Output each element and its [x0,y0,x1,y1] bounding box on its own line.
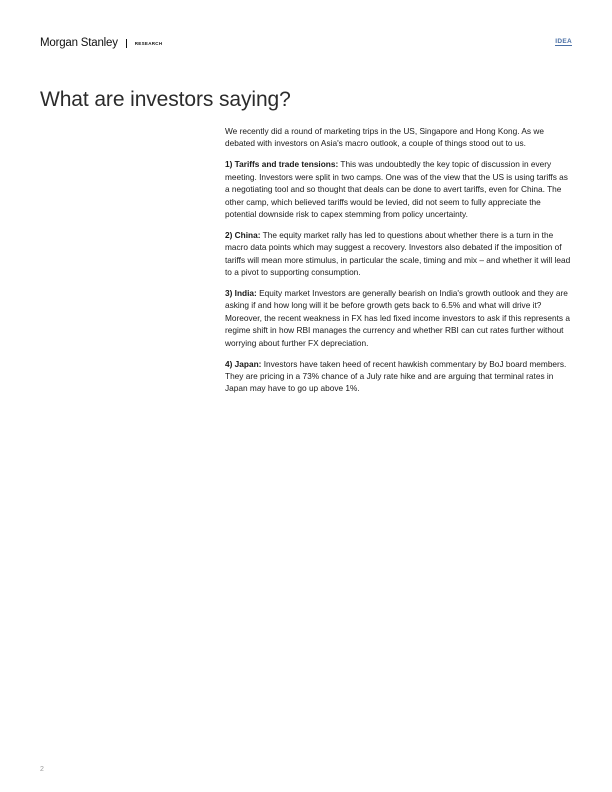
point-text: The equity market rally has led to questions about whether there is a turn in the macro data points which may suggest a recovery. Investors also debated if the imposition of tariffs will mean more stimulus, in particular the scale, timing and mix – and whether it will lead to a pivot to supporting consumption. [225,229,571,278]
header-divider [126,39,127,48]
point-japan [225,358,573,395]
point-text: Equity market Investors are generally bearish on India's growth outlook and they are asking if and how long will it be before growth gets back to 6.5% and what will drive it? Moreover, the recent weakness in FX has led fixed income investors to ask if this represents a regime shift in how RBI manages the currency and whether RBI can cut rates further without worrying about further FX depreciation. [225,287,570,348]
page-header [40,36,572,50]
point-text: This was undoubtedly the key topic of discussion in every meeting. Investors were split in two camps. One was of the view that the US is using tariffs as a negotiating tool and so thought that deals can be done to avert tariffs, even for China. The other camp, which believed tariffs would be levied, did not seem to fully appreciate the potential downside risk to capex stemming from policy uncertainty. [225,159,568,219]
point-heading: 4) Japan: [225,358,262,369]
point-china [225,229,573,279]
section-label: RESEARCH [134,40,163,46]
point-heading: 3) India: [225,287,257,298]
article-body [225,125,573,403]
point-text: Investors have taken heed of recent hawkish commentary by BoJ board members. They are pricing in a 73% chance of a July rate hike and are arguing that terminal rates in Japan may have to go up above 1%. [225,358,567,394]
point-heading: 1) Tariffs and trade tensions: [225,159,339,170]
page-number: 2 [40,766,44,773]
page-title: What are investors saying? [40,88,291,111]
point-tariffs [225,158,573,220]
intro-paragraph: We recently did a round of marketing trips in the US, Singapore and Hong Kong. As we debated with investors on Asia's macro outlook, a couple of things stood out to us. [225,126,544,149]
point-heading: 2) China: [225,229,261,240]
brand-logo: Morgan Stanley [40,37,118,49]
idea-badge: IDEA [555,38,572,45]
point-india [225,287,573,349]
